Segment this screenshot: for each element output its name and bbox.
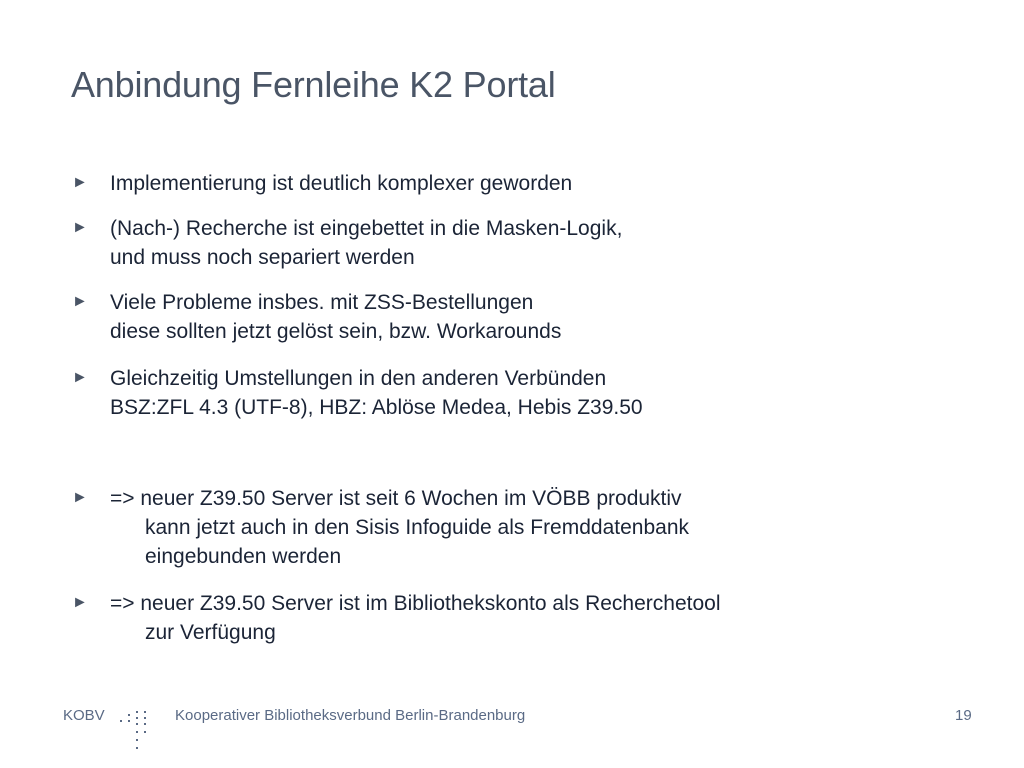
bullet-arrow-icon: ► <box>72 293 88 310</box>
kobv-dots-logo-icon <box>116 707 156 755</box>
bullet-text: BSZ:ZFL 4.3 (UTF-8), HBZ: Ablöse Medea, Hebis Z39.50 <box>110 396 643 419</box>
bullet-text: => neuer Z39.50 Server ist seit 6 Wochen im VÖBB produktiv <box>110 487 682 510</box>
bullet-arrow-icon: ► <box>72 594 88 611</box>
bullet-text: => neuer Z39.50 Server ist im Bibliothekskonto als Recherchetool <box>110 592 721 615</box>
bullet-arrow-icon: ► <box>72 489 88 506</box>
bullet-arrow-icon: ► <box>72 369 88 386</box>
bullet-text: diese sollten jetzt gelöst sein, bzw. Workarounds <box>110 320 562 343</box>
bullet-arrow-icon: ► <box>72 219 88 236</box>
bullet-text: Implementierung ist deutlich komplexer geworden <box>110 172 573 195</box>
bullet-text: und muss noch separiert werden <box>110 246 415 269</box>
bullet-text: Viele Probleme insbes. mit ZSS-Bestellungen <box>110 291 534 314</box>
bullet-text: eingebunden werden <box>145 545 342 568</box>
page-number: 19 <box>955 707 972 724</box>
bullet-text: zur Verfügung <box>145 621 276 644</box>
bullet-text: kann jetzt auch in den Sisis Infoguide als Fremddatenbank <box>145 516 690 539</box>
bullet-text: (Nach-) Recherche ist eingebettet in die Masken-Logik, <box>110 217 623 240</box>
footer-logo: KOBV <box>63 707 105 724</box>
bullet-text: Gleichzeitig Umstellungen in den anderen Verbünden <box>110 367 607 390</box>
slide-title: Anbindung Fernleihe K2 Portal <box>71 64 556 105</box>
bullet-arrow-icon: ► <box>72 174 88 191</box>
footer-organization: Kooperativer Bibliotheksverbund Berlin-Brandenburg <box>175 707 526 724</box>
